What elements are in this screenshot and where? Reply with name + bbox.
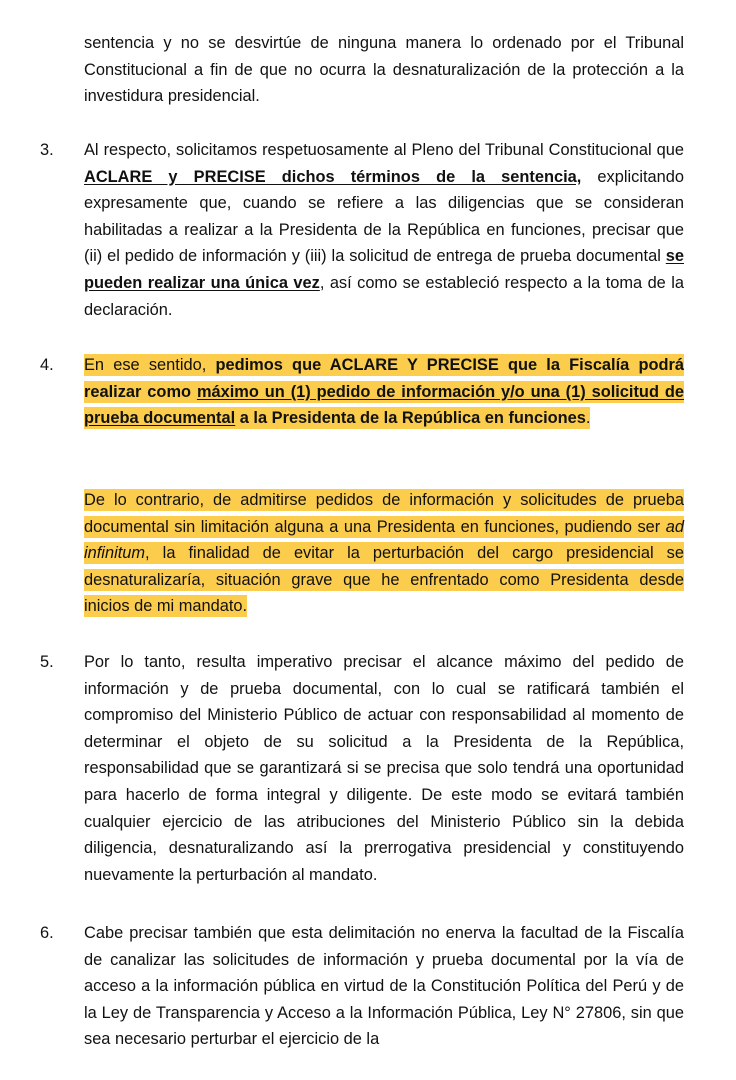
- paragraph-3-number: 3.: [40, 141, 54, 159]
- paragraph-3-bold-request: ACLARE y PRECISE dichos términos de la sentencia,: [84, 167, 582, 186]
- paragraph-4b-text-1: De lo contrario, de admitirse pedidos de información y solicitudes de prueba documental sin limitación alguna a una Presidenta en funciones, pudiendo ser: [84, 491, 684, 536]
- paragraph-3-text-1: Al respecto, solicitamos respetuosamente al Pleno del Tribunal Constitucional que: [84, 141, 684, 159]
- paragraph-6-number: 6.: [40, 924, 54, 942]
- paragraph-4: [84, 352, 684, 432]
- paragraph-4-highlight: [84, 354, 684, 429]
- intro-paragraph: [84, 30, 684, 110]
- paragraph-3-text-2: explicitando expresamente que, cuando se refiere a las diligencias que se consideran habilitadas a realizar a la Presidenta de la República en funciones, precisar que (ii) el pedido de información y (iii) la solicitud de entrega de prueba documental: [84, 167, 684, 266]
- paragraph-6-text: Cabe precisar también que esta delimitación no enerva la facultad de la Fiscalía de canalizar las solicitudes de información y prueba documental por la vía de acceso a la información pública en virtud de la Constitución Política del Perú y de la Ley de Transparencia y Acceso a la Información Pública, Ley N° 27806, sin que sea necesario perturbar el ejercicio de la: [84, 924, 684, 1049]
- intro-text: sentencia y no se desvirtúe de ninguna manera lo ordenado por el Tribunal Constitucional a fin de que no ocurra la desnaturalización de la protección a la investidura presidencial.: [84, 34, 684, 106]
- paragraph-4b-italic: ad infinitum: [84, 517, 684, 563]
- paragraph-4-bold-underlined: máximo un (1) pedido de información y/o una (1) solicitud de prueba documental: [84, 382, 684, 428]
- paragraph-4-number: 4.: [40, 356, 54, 374]
- paragraph-4b-text-2: , la finalidad de evitar la perturbación del cargo presidencial se desnaturalizaría, situación grave que he enfrentado como Presidenta desde inicios de mi mandato.: [84, 544, 684, 616]
- paragraph-4-text-1: En ese sentido,: [84, 356, 216, 374]
- paragraph-5: [84, 649, 684, 888]
- paragraph-5-number: 5.: [40, 653, 54, 671]
- paragraph-4-text-2: .: [585, 409, 591, 428]
- paragraph-4b: [84, 487, 684, 620]
- paragraph-4-bold-1: pedimos que ACLARE Y PRECISE que la Fiscalía podrá realizar como: [84, 356, 684, 401]
- paragraph-6: [84, 920, 684, 1053]
- paragraph-4b-highlight: [84, 489, 684, 617]
- paragraph-3-bold-single-time: se pueden realizar una única vez: [84, 247, 684, 292]
- paragraph-4-bold-3: a la Presidenta de la República en funciones: [235, 409, 586, 428]
- paragraph-3-text-3: , así como se estableció respecto a la toma de la declaración.: [84, 273, 684, 319]
- paragraph-5-text: Por lo tanto, resulta imperativo precisar el alcance máximo del pedido de información y de prueba documental, con lo cual se ratificará también el compromiso del Ministerio Público de actuar con responsabilidad al momento de determinar el objeto de su solicitud a la Presidenta de la República, responsabilidad que se garantizará si se precisa que solo tendrá una oportunidad para hacerlo de forma integral y diligente. De este modo se evitará también cualquier ejercicio de las atribuciones del Ministerio Público sin la debida diligencia, desnaturalizando así la prerrogativa presidencial y constituyendo nuevamente la perturbación al mandato.: [84, 653, 684, 884]
- paragraph-3: [84, 137, 684, 323]
